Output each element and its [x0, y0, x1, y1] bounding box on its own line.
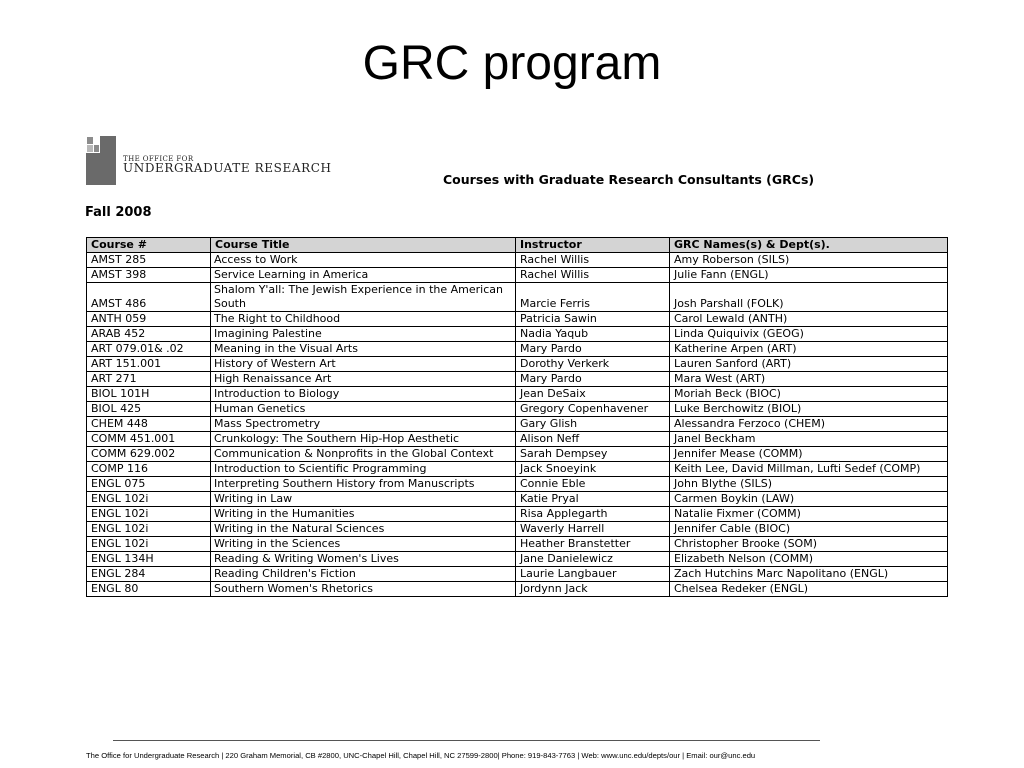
table-row: [87, 432, 948, 447]
table-row: [87, 522, 948, 537]
cell-instructor: Risa Applegarth: [516, 507, 670, 522]
cell-course-number: CHEM 448: [87, 417, 211, 432]
cell-instructor: Connie Eble: [516, 477, 670, 492]
cell-instructor: Jordynn Jack: [516, 582, 670, 597]
cell-grc-names: Chelsea Redeker (ENGL): [670, 582, 948, 597]
cell-grc-names: Mara West (ART): [670, 372, 948, 387]
cell-instructor: Heather Branstetter: [516, 537, 670, 552]
cell-instructor: Rachel Willis: [516, 268, 670, 283]
cell-course-number: ENGL 075: [87, 477, 211, 492]
document-heading: Courses with Graduate Research Consultants (GRCs): [443, 172, 815, 187]
table-row: [87, 253, 948, 268]
cell-instructor: Jane Danielewicz: [516, 552, 670, 567]
cell-grc-names: Janel Beckham: [670, 432, 948, 447]
cell-grc-names: Carol Lewald (ANTH): [670, 312, 948, 327]
cell-instructor: Waverly Harrell: [516, 522, 670, 537]
cell-instructor: Laurie Langbauer: [516, 567, 670, 582]
cell-course-title: Reading & Writing Women's Lives: [211, 552, 516, 567]
cell-instructor: Patricia Sawin: [516, 312, 670, 327]
header-course-title: Course Title: [211, 238, 516, 253]
table-row: [87, 372, 948, 387]
cell-course-number: ENGL 102i: [87, 537, 211, 552]
slide-title: GRC program: [362, 37, 662, 90]
cell-grc-names: Zach Hutchins Marc Napolitano (ENGL): [670, 567, 948, 582]
cell-course-title: History of Western Art: [211, 357, 516, 372]
cell-course-number: ART 151.001: [87, 357, 211, 372]
table-row: [87, 477, 948, 492]
cell-course-title: Human Genetics: [211, 402, 516, 417]
cell-instructor: Alison Neff: [516, 432, 670, 447]
cell-grc-names: Lauren Sanford (ART): [670, 357, 948, 372]
cell-grc-names: Jennifer Mease (COMM): [670, 447, 948, 462]
footer-contact: The Office for Undergraduate Research | 220 Graham Memorial, CB #2800, UNC-Chapel Hill, Chapel Hill, NC 27599-2800| Phone: 919-843-7763 | Web: www.unc.edu/depts/our | Email: our@unc.edu: [86, 751, 756, 760]
logo-text-main: UNDERGRADUATE RESEARCH: [123, 161, 332, 175]
cell-course-title: Access to Work: [211, 253, 516, 268]
table-row: [87, 268, 948, 283]
cell-grc-names: Luke Berchowitz (BIOL): [670, 402, 948, 417]
cell-course-number: ARAB 452: [87, 327, 211, 342]
table-row: [87, 283, 948, 312]
cell-grc-names: Christopher Brooke (SOM): [670, 537, 948, 552]
cell-grc-names: Katherine Arpen (ART): [670, 342, 948, 357]
cell-instructor: Katie Pryal: [516, 492, 670, 507]
cell-course-number: ENGL 102i: [87, 492, 211, 507]
cell-course-number: ART 271: [87, 372, 211, 387]
cell-course-title: Writing in Law: [211, 492, 516, 507]
table-row: [87, 567, 948, 582]
cell-course-number: ANTH 059: [87, 312, 211, 327]
table-row: [87, 537, 948, 552]
cell-grc-names: Josh Parshall (FOLK): [670, 283, 948, 312]
cell-course-title: Southern Women's Rhetorics: [211, 582, 516, 597]
cell-instructor: Marcie Ferris: [516, 283, 670, 312]
cell-grc-names: Elizabeth Nelson (COMM): [670, 552, 948, 567]
courses-table: [86, 237, 948, 597]
cell-instructor: Gregory Copenhavener: [516, 402, 670, 417]
cell-course-title: Introduction to Biology: [211, 387, 516, 402]
cell-course-number: BIOL 101H: [87, 387, 211, 402]
cell-course-title: Writing in the Natural Sciences: [211, 522, 516, 537]
cell-course-title: High Renaissance Art: [211, 372, 516, 387]
term-label: Fall 2008: [85, 205, 152, 220]
cell-course-title: Communication & Nonprofits in the Global Context: [211, 447, 516, 462]
cell-course-title: Interpreting Southern History from Manuscripts: [211, 477, 516, 492]
cell-grc-names: Moriah Beck (BIOC): [670, 387, 948, 402]
cell-grc-names: Natalie Fixmer (COMM): [670, 507, 948, 522]
cell-course-number: AMST 486: [87, 283, 211, 312]
table-header-row: [87, 238, 948, 253]
office-logo-icon: [86, 136, 116, 185]
table-row: [87, 492, 948, 507]
cell-grc-names: John Blythe (SILS): [670, 477, 948, 492]
cell-grc-names: Jennifer Cable (BIOC): [670, 522, 948, 537]
table-row: [87, 417, 948, 432]
cell-grc-names: Alessandra Ferzoco (CHEM): [670, 417, 948, 432]
cell-grc-names: Carmen Boykin (LAW): [670, 492, 948, 507]
logo-text-top: THE OFFICE FOR: [123, 155, 194, 163]
table-row: [87, 582, 948, 597]
table-row: [87, 312, 948, 327]
cell-course-number: COMP 116: [87, 462, 211, 477]
cell-course-title: Mass Spectrometry: [211, 417, 516, 432]
table-row: [87, 402, 948, 417]
cell-instructor: Jack Snoeyink: [516, 462, 670, 477]
cell-course-number: COMM 629.002: [87, 447, 211, 462]
table-row: [87, 552, 948, 567]
table-row: [87, 447, 948, 462]
cell-instructor: Gary Glish: [516, 417, 670, 432]
cell-instructor: Dorothy Verkerk: [516, 357, 670, 372]
cell-course-title: Shalom Y'all: The Jewish Experience in the American South: [211, 283, 516, 312]
cell-course-title: Reading Children's Fiction: [211, 567, 516, 582]
cell-course-title: Writing in the Humanities: [211, 507, 516, 522]
cell-course-number: ENGL 134H: [87, 552, 211, 567]
table-row: [87, 342, 948, 357]
cell-instructor: Rachel Willis: [516, 253, 670, 268]
cell-course-title: Crunkology: The Southern Hip-Hop Aesthetic: [211, 432, 516, 447]
cell-instructor: Sarah Dempsey: [516, 447, 670, 462]
cell-course-number: AMST 285: [87, 253, 211, 268]
header-instructor: Instructor: [516, 238, 670, 253]
cell-course-title: Imagining Palestine: [211, 327, 516, 342]
cell-course-number: ENGL 102i: [87, 507, 211, 522]
table-row: [87, 462, 948, 477]
cell-grc-names: Keith Lee, David Millman, Lufti Sedef (COMP): [670, 462, 948, 477]
cell-course-number: ENGL 284: [87, 567, 211, 582]
footer-divider: [113, 740, 820, 741]
cell-course-number: ENGL 80: [87, 582, 211, 597]
cell-course-title: Writing in the Sciences: [211, 537, 516, 552]
cell-instructor: Mary Pardo: [516, 342, 670, 357]
cell-course-title: Meaning in the Visual Arts: [211, 342, 516, 357]
table-row: [87, 357, 948, 372]
cell-grc-names: Linda Quiquivix (GEOG): [670, 327, 948, 342]
cell-course-number: AMST 398: [87, 268, 211, 283]
header-course-number: Course #: [87, 238, 211, 253]
cell-course-number: ENGL 102i: [87, 522, 211, 537]
cell-grc-names: Julie Fann (ENGL): [670, 268, 948, 283]
header-grc-names: GRC Names(s) & Dept(s).: [670, 238, 948, 253]
table-row: [87, 327, 948, 342]
cell-instructor: Jean DeSaix: [516, 387, 670, 402]
table-row: [87, 507, 948, 522]
cell-course-number: BIOL 425: [87, 402, 211, 417]
cell-course-number: COMM 451.001: [87, 432, 211, 447]
table-row: [87, 387, 948, 402]
cell-course-title: The Right to Childhood: [211, 312, 516, 327]
cell-grc-names: Amy Roberson (SILS): [670, 253, 948, 268]
cell-course-title: Service Learning in America: [211, 268, 516, 283]
cell-course-number: ART 079.01& .02: [87, 342, 211, 357]
cell-instructor: Mary Pardo: [516, 372, 670, 387]
cell-course-title: Introduction to Scientific Programming: [211, 462, 516, 477]
cell-instructor: Nadia Yaqub: [516, 327, 670, 342]
